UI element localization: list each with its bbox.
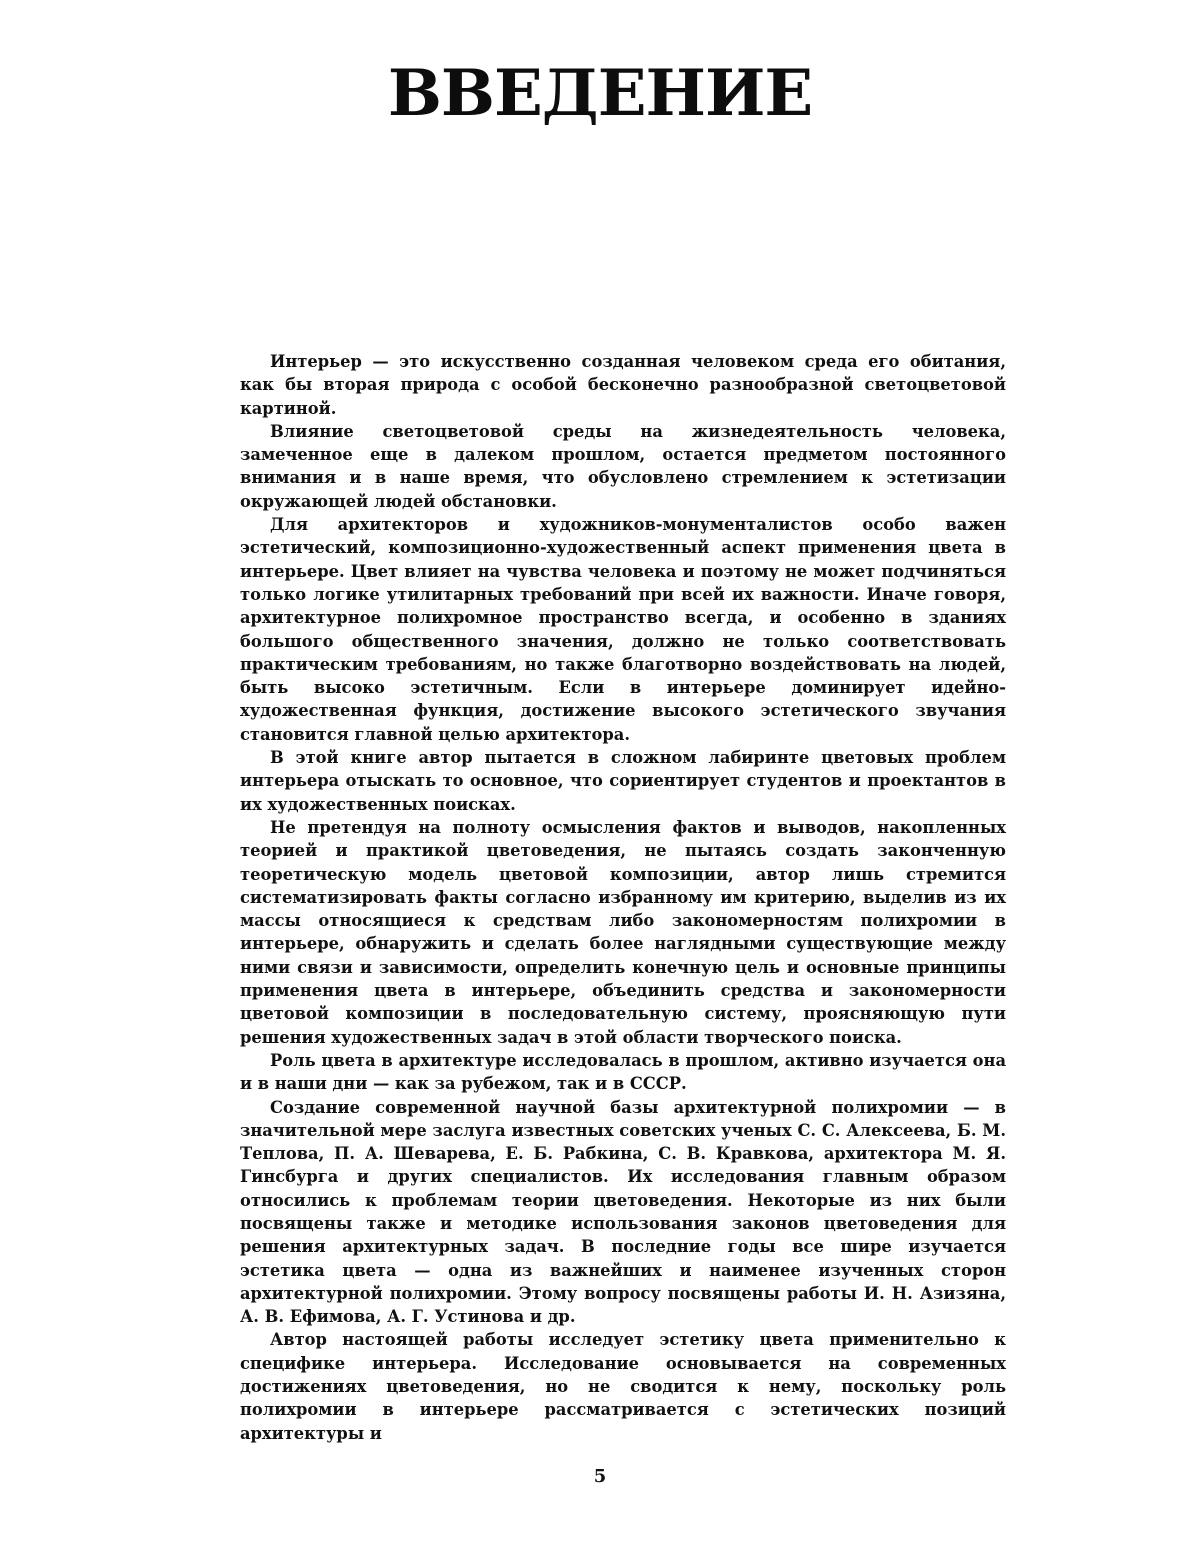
page-number: 5: [593, 1466, 607, 1487]
chapter-title: ВВЕДЕНИЕ: [387, 56, 813, 131]
paragraph: Для архитекторов и художников-монументалистов особо важен эстетический, композиционно-художественный аспект применения цвета в интерьере. Цвет влияет на чувства человека и поэтому не может подчиняться только логике утилитарных требований при всей их важности. Иначе говоря, архитектурное полихромное пространство всегда, и особенно в зданиях большого общественного значения, должно не только соответствовать практическим требованиям, но также благотворно воздействовать на людей, быть высоко эстетичным. Если в интерьере доминирует идейно-художественная функция, достижение высокого эстетического звучания становится главной целью архитектора.: [240, 515, 1006, 744]
body-text: [240, 350, 1006, 1445]
paragraph: Создание современной научной базы архитектурной полихромии — в значительной мере заслуга известных советских ученых С. С. Алексеева, Б. М. Теплова, П. А. Шеварева, Е. Б. Рабкина, С. В. Кравкова, архитектора М. Я. Гинсбурга и других специалистов. Их исследования главным образом относились к проблемам теории цветоведения. Некоторые из них были посвящены также и методике использования законов цветоведения для решения архитектурных задач. В последние годы все шире изучается эстетика цвета — одна из важнейших и наименее изученных сторон архитектурной полихромии. Этому вопросу посвящены работы И. Н. Азизяна, А. В. Ефимова, А. Г. Устинова и др.: [240, 1097, 1006, 1327]
paragraph: Роль цвета в архитектуре исследовалась в прошлом, активно изучается она и в наши дни — как за рубежом, так и в СССР.: [240, 1050, 1006, 1094]
paragraph: Автор настоящей работы исследует эстетику цвета применительно к специфике интерьера. Исследование основывается на современных достижениях цветоведения, но не сводится к нему, поскольку роль полихромии в интерьере рассматривается с эстетических позиций архитектуры и: [240, 1330, 1006, 1443]
paragraph: Интерьер — это искусственно созданная человеком среда его обитания, как бы вторая природа с особой бесконечно разнообразной светоцветовой картиной.: [240, 352, 1006, 418]
paragraph: Влияние светоцветовой среды на жизнедеятельность человека, замеченное еще в далеком прошлом, остается предметом постоянного внимания и в наше время, что обусловлено стремлением к эстетизации окружающей людей обстановки.: [240, 421, 1006, 511]
paragraph: Не претендуя на полноту осмысления фактов и выводов, накопленных теорией и практикой цветоведения, не пытаясь создать законченную теоретическую модель цветовой композиции, автор лишь стремится систематизировать факты согласно избранному им критерию, выделив из их массы относящиеся к средствам либо закономерностям полихромии в интерьере, обнаружить и сделать более наглядными существующие между ними связи и зависимости, определить конечную цель и основные принципы применения цвета в интерьере, объединить средства и закономерности цветовой композиции в последовательную систему, проясняющую пути решения художественных задач в этой области творческого поиска.: [240, 817, 1006, 1047]
paragraph: В этой книге автор пытается в сложном лабиринте цветовых проблем интерьера отыскать то основное, что сориентирует студентов и проектантов в их художественных поисках.: [240, 748, 1006, 814]
